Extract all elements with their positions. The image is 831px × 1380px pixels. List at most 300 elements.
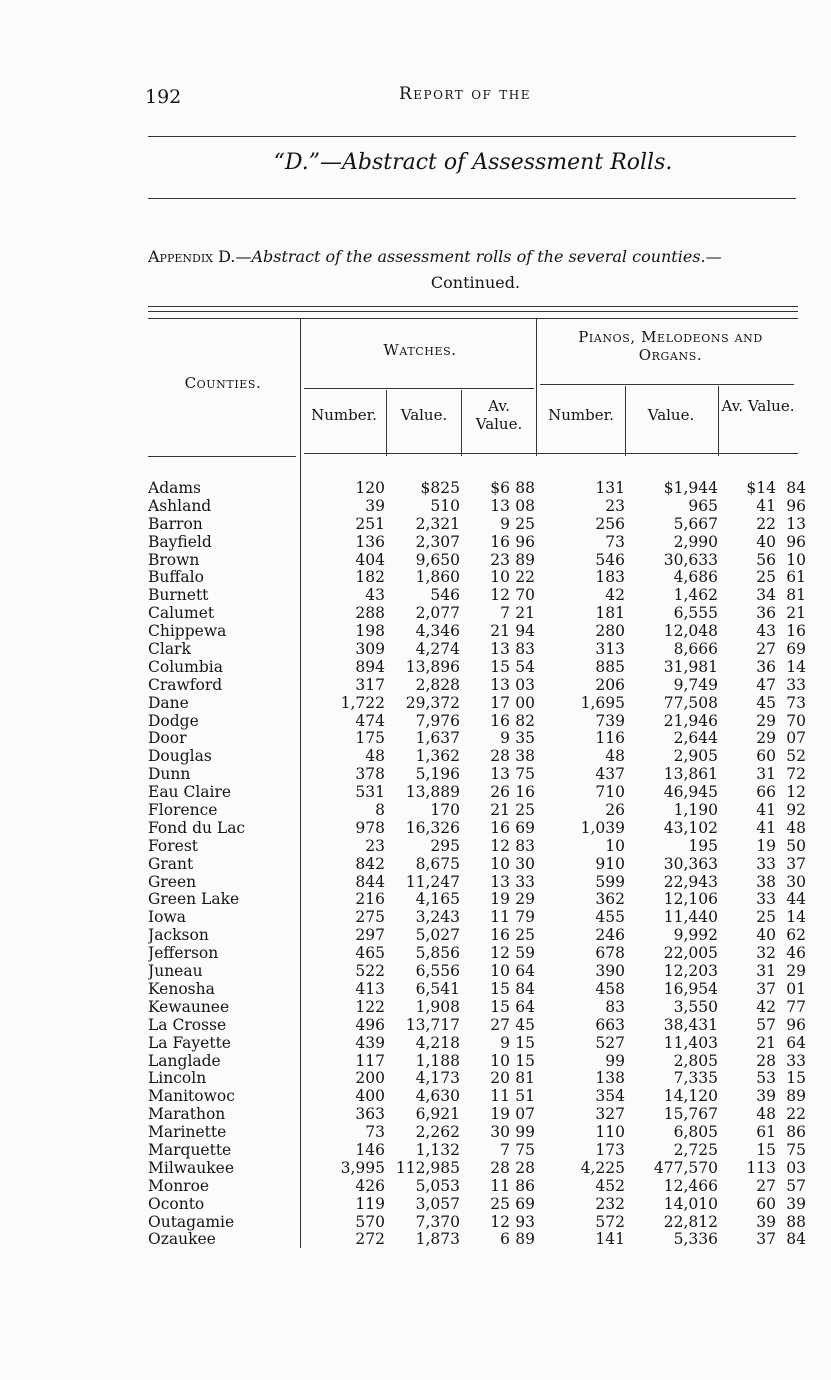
cell-p-num: 183 [595, 568, 625, 587]
cell-w-val: 1,132 [415, 1140, 460, 1159]
cell-w-num: 275 [355, 908, 385, 927]
cell-p-val: 21,946 [663, 711, 718, 730]
cell-w-val: 13,896 [405, 657, 460, 676]
cell-w-val: 2,321 [415, 514, 460, 533]
cell-p-av_c: 16 [786, 622, 806, 641]
cell-p-av_d: 60 [756, 747, 776, 766]
cell-w-num: 894 [355, 657, 385, 676]
cell-w-val: 5,856 [415, 944, 460, 963]
cell-p-av_d: 37 [756, 979, 776, 998]
cell-w-av_d: 11 [490, 1087, 510, 1106]
table-row [148, 1053, 818, 1071]
cell-w-av_c: 89 [515, 550, 535, 569]
cell-p-av_d: 53 [756, 1069, 776, 1088]
cell-p-av_d: 33 [756, 890, 776, 909]
cell-p-num: 1,039 [580, 818, 625, 837]
cell-p-num: 141 [595, 1230, 625, 1249]
cell-w-val: 1,362 [415, 747, 460, 766]
cell-p-val: 46,945 [663, 783, 718, 802]
county-name: Manitowoc [148, 1088, 235, 1106]
watches-header: Watches. [383, 341, 457, 359]
cell-w-av_d: 28 [490, 747, 510, 766]
cell-p-av_c: 15 [786, 1069, 806, 1088]
cell-w-val: 3,243 [415, 908, 460, 927]
cell-p-av_c: 84 [786, 1230, 806, 1249]
cell-p-num: 455 [595, 908, 625, 927]
cell-w-av_c: 51 [515, 1087, 535, 1106]
cell-w-num: 570 [355, 1212, 385, 1231]
cell-p-av_d: $14 [746, 479, 776, 497]
running-head: Report of the [399, 84, 531, 104]
cell-w-val: 546 [430, 586, 460, 605]
cell-p-av_c: 48 [786, 818, 806, 837]
cell-p-num: 599 [595, 872, 625, 891]
cell-w-num: 378 [355, 765, 385, 784]
cell-w-av_c: 28 [515, 1158, 535, 1177]
cell-p-val: 2,990 [673, 532, 718, 551]
cell-p-av_d: 33 [756, 854, 776, 873]
table-row [148, 891, 818, 909]
cell-p-av_c: 39 [786, 1194, 806, 1213]
cell-w-av_c: 86 [515, 1176, 535, 1195]
cell-w-av_d: 10 [490, 962, 510, 981]
cell-w-av_d: 15 [490, 997, 510, 1016]
cell-w-av_d: 9 [500, 729, 510, 748]
county-name: Jefferson [148, 945, 219, 963]
county-name: Monroe [148, 1177, 210, 1195]
cell-w-val: 8,675 [415, 854, 460, 873]
cell-w-val: 2,262 [415, 1123, 460, 1142]
cell-w-av_c: 89 [515, 1230, 535, 1249]
cell-p-av_c: 81 [786, 586, 806, 605]
table-row [148, 1035, 818, 1053]
cell-p-num: 280 [595, 622, 625, 641]
cell-w-val: 7,370 [415, 1212, 460, 1231]
cell-p-val: 30,633 [663, 550, 718, 569]
cell-p-num: 99 [605, 1051, 625, 1070]
table-row [148, 695, 818, 713]
cell-p-num: 1,695 [580, 693, 625, 712]
cell-p-av_c: 07 [786, 729, 806, 748]
table-row [148, 1160, 818, 1178]
table-row [148, 1124, 818, 1142]
table-row [148, 587, 818, 605]
county-name: Milwaukee [148, 1159, 235, 1177]
watches-number-header: Number. [311, 406, 377, 424]
cell-w-av_c: 83 [515, 640, 535, 659]
cell-p-val: 9,992 [673, 926, 718, 945]
cell-w-av_d: 13 [490, 765, 510, 784]
cell-p-av_d: 36 [756, 657, 776, 676]
county-name: Douglas [148, 748, 212, 766]
county-name: Oconto [148, 1195, 205, 1213]
county-name: La Crosse [148, 1016, 227, 1034]
cell-p-av_c: 84 [786, 479, 806, 497]
county-name: Florence [148, 802, 218, 820]
county-name: Buffalo [148, 569, 204, 587]
cell-p-av_c: 13 [786, 514, 806, 533]
cell-w-num: 297 [355, 926, 385, 945]
cell-p-val: 2,905 [673, 747, 718, 766]
cell-w-av_c: 16 [515, 783, 535, 802]
vline-p-number [625, 386, 626, 456]
cell-p-num: 256 [595, 514, 625, 533]
cell-w-num: 182 [355, 568, 385, 587]
cell-w-av_d: 13 [490, 640, 510, 659]
cell-p-val: 43,102 [663, 818, 718, 837]
table-row [148, 641, 818, 659]
cell-p-av_d: 39 [756, 1087, 776, 1106]
table-row [148, 963, 818, 981]
table-row [148, 534, 818, 552]
county-name: Jackson [148, 927, 209, 945]
cell-w-num: 522 [355, 962, 385, 981]
table-row [148, 981, 818, 999]
cell-w-av_c: 25 [515, 926, 535, 945]
cell-w-av_d: 23 [490, 550, 510, 569]
cell-w-num: 23 [365, 836, 385, 855]
cell-p-av_d: 29 [756, 729, 776, 748]
table-row [148, 659, 818, 677]
county-name: Green [148, 873, 197, 891]
cell-w-val: 29,372 [405, 693, 460, 712]
cell-p-num: 390 [595, 962, 625, 981]
cell-w-num: 309 [355, 640, 385, 659]
cell-p-av_c: 10 [786, 550, 806, 569]
pianos-group-rule [540, 384, 794, 385]
cell-w-val: 7,976 [415, 711, 460, 730]
table-row [148, 802, 818, 820]
cell-p-av_c: 72 [786, 765, 806, 784]
table-row [148, 1070, 818, 1088]
appendix-lead: Appendix D.— [148, 247, 252, 266]
county-name: Kewaunee [148, 998, 230, 1016]
table-row [148, 1178, 818, 1196]
cell-w-val: 1,188 [415, 1051, 460, 1070]
header-bottom-rule-counties [148, 456, 296, 457]
cell-w-val: 6,541 [415, 979, 460, 998]
cell-p-av_d: 32 [756, 944, 776, 963]
county-name: Langlade [148, 1052, 221, 1070]
cell-w-av_c: 83 [515, 836, 535, 855]
cell-p-val: 195 [688, 836, 718, 855]
cell-w-av_d: 7 [500, 1140, 510, 1159]
county-name: Kenosha [148, 980, 215, 998]
cell-w-av_c: 96 [515, 532, 535, 551]
cell-w-num: 136 [355, 532, 385, 551]
county-name: Barron [148, 515, 203, 533]
cell-w-av_d: 17 [490, 693, 510, 712]
cell-w-av_d: 25 [490, 1194, 510, 1213]
cell-p-val: 31,981 [663, 657, 718, 676]
cell-w-val: 1,873 [415, 1230, 460, 1249]
cell-w-val: 5,027 [415, 926, 460, 945]
cell-w-val: 13,717 [405, 1015, 460, 1034]
cell-w-av_c: 29 [515, 890, 535, 909]
cell-p-num: 572 [595, 1212, 625, 1231]
table-row [148, 856, 818, 874]
cell-w-num: 119 [355, 1194, 385, 1213]
cell-w-val: 3,057 [415, 1194, 460, 1213]
cell-p-val: 22,943 [663, 872, 718, 891]
cell-w-av_c: 45 [515, 1015, 535, 1034]
cell-w-av_d: 19 [490, 1105, 510, 1124]
watches-avvalue-header: Av. Value. [475, 397, 523, 433]
cell-p-val: 12,466 [663, 1176, 718, 1195]
cell-p-av_c: 96 [786, 496, 806, 515]
appendix-caption [148, 244, 803, 296]
cell-w-av_c: 54 [515, 657, 535, 676]
cell-w-av_d: 11 [490, 1176, 510, 1195]
cell-p-num: 458 [595, 979, 625, 998]
cell-p-num: 173 [595, 1140, 625, 1159]
cell-p-val: 14,010 [663, 1194, 718, 1213]
watches-group-rule [304, 388, 534, 389]
cell-p-av_d: 28 [756, 1051, 776, 1070]
table-row [148, 1196, 818, 1214]
cell-w-av_c: 93 [515, 1212, 535, 1231]
cell-p-num: 116 [595, 729, 625, 748]
cell-w-av_c: 69 [515, 1194, 535, 1213]
cell-w-av_c: 03 [515, 675, 535, 694]
cell-w-val: 2,307 [415, 532, 460, 551]
cell-p-val: 965 [688, 496, 718, 515]
cell-w-av_c: 25 [515, 801, 535, 820]
table-row [148, 480, 818, 498]
cell-p-av_d: 21 [756, 1033, 776, 1052]
table-row [148, 1106, 818, 1124]
county-name: Eau Claire [148, 784, 232, 802]
cell-w-num: 400 [355, 1087, 385, 1106]
cell-p-av_c: 14 [786, 657, 806, 676]
table-body [148, 480, 818, 1249]
cell-w-val: 4,173 [415, 1069, 460, 1088]
table-row [148, 927, 818, 945]
table-row [148, 1231, 818, 1249]
cell-p-av_c: 21 [786, 604, 806, 623]
cell-w-av_c: 00 [515, 693, 535, 712]
cell-p-val: 2,644 [673, 729, 718, 748]
cell-p-av_d: 43 [756, 622, 776, 641]
cell-w-av_d: 16 [490, 926, 510, 945]
cell-w-val: 112,985 [395, 1158, 460, 1177]
cell-w-av_c: 64 [515, 962, 535, 981]
cell-w-av_d: 9 [500, 1033, 510, 1052]
cell-p-num: 663 [595, 1015, 625, 1034]
cell-w-av_c: 82 [515, 711, 535, 730]
cell-p-av_d: 41 [756, 496, 776, 515]
cell-p-av_c: 22 [786, 1105, 806, 1124]
cell-p-av_c: 46 [786, 944, 806, 963]
cell-p-num: 739 [595, 711, 625, 730]
cell-p-av_c: 96 [786, 1015, 806, 1034]
table-row [148, 820, 818, 838]
cell-p-av_c: 86 [786, 1123, 806, 1142]
cell-p-av_d: 31 [756, 765, 776, 784]
cell-p-av_c: 30 [786, 872, 806, 891]
county-name: Grant [148, 855, 194, 873]
cell-w-av_d: 13 [490, 872, 510, 891]
cell-p-av_c: 01 [786, 979, 806, 998]
table-row [148, 498, 818, 516]
cell-p-av_c: 73 [786, 693, 806, 712]
cell-w-av_c: 81 [515, 1069, 535, 1088]
cell-w-av_c: 64 [515, 997, 535, 1016]
cell-p-num: 885 [595, 657, 625, 676]
cell-w-val: 4,165 [415, 890, 460, 909]
cell-p-num: 48 [605, 747, 625, 766]
cell-w-av_d: 12 [490, 586, 510, 605]
cell-w-av_d: 20 [490, 1069, 510, 1088]
cell-p-av_d: 41 [756, 818, 776, 837]
cell-p-av_d: 15 [756, 1140, 776, 1159]
county-name: Forest [148, 837, 199, 855]
cell-p-av_d: 47 [756, 675, 776, 694]
cell-p-av_c: 29 [786, 962, 806, 981]
cell-p-av_c: 88 [786, 1212, 806, 1231]
cell-w-val: 13,889 [405, 783, 460, 802]
cell-w-num: 43 [365, 586, 385, 605]
cell-w-av_d: 27 [490, 1015, 510, 1034]
table-row [148, 1214, 818, 1232]
cell-p-val: 2,725 [673, 1140, 718, 1159]
cell-p-val: 11,403 [663, 1033, 718, 1052]
cell-p-av_d: 57 [756, 1015, 776, 1034]
county-name: Outagamie [148, 1213, 235, 1231]
watches-value-header: Value. [400, 406, 448, 424]
cell-w-val: 6,556 [415, 962, 460, 981]
cell-p-av_c: 50 [786, 836, 806, 855]
cell-w-num: 978 [355, 818, 385, 837]
table-row [148, 677, 818, 695]
cell-p-av_d: 29 [756, 711, 776, 730]
cell-p-val: $1,944 [663, 479, 718, 497]
cell-w-av_d: 10 [490, 1051, 510, 1070]
cell-w-av_c: 21 [515, 604, 535, 623]
cell-p-av_d: 41 [756, 801, 776, 820]
cell-p-av_c: 96 [786, 532, 806, 551]
cell-p-num: 232 [595, 1194, 625, 1213]
cell-w-av_d: 26 [490, 783, 510, 802]
cell-p-num: 131 [595, 479, 625, 497]
cell-w-num: 272 [355, 1230, 385, 1249]
cell-w-av_d: 21 [490, 622, 510, 641]
cell-p-av_d: 48 [756, 1105, 776, 1124]
cell-w-num: 531 [355, 783, 385, 802]
appendix-continued: Continued. [430, 273, 521, 292]
vline-p-value [718, 386, 719, 456]
cell-p-av_d: 66 [756, 783, 776, 802]
table-top-rule-1 [148, 306, 798, 307]
cell-p-av_d: 60 [756, 1194, 776, 1213]
cell-p-av_c: 70 [786, 711, 806, 730]
cell-w-val: 6,921 [415, 1105, 460, 1124]
cell-p-num: 710 [595, 783, 625, 802]
cell-p-num: 313 [595, 640, 625, 659]
cell-w-av_d: 13 [490, 675, 510, 694]
county-name: Adams [148, 480, 202, 497]
cell-p-val: 38,431 [663, 1015, 718, 1034]
cell-w-val: 4,346 [415, 622, 460, 641]
table-row [148, 909, 818, 927]
cell-p-num: 452 [595, 1176, 625, 1195]
cell-w-val: 16,326 [405, 818, 460, 837]
cell-p-av_c: 75 [786, 1140, 806, 1159]
cell-p-av_c: 57 [786, 1176, 806, 1195]
cell-p-val: 6,555 [673, 604, 718, 623]
cell-w-av_c: 30 [515, 854, 535, 873]
cell-w-av_c: 79 [515, 908, 535, 927]
cell-p-val: 22,005 [663, 944, 718, 963]
cell-p-val: 3,550 [673, 997, 718, 1016]
cell-p-num: 42 [605, 586, 625, 605]
county-name: Crawford [148, 676, 223, 694]
cell-p-num: 138 [595, 1069, 625, 1088]
cell-p-num: 83 [605, 997, 625, 1016]
cell-w-av_d: 9 [500, 514, 510, 533]
cell-p-av_d: 22 [756, 514, 776, 533]
cell-p-val: 12,048 [663, 622, 718, 641]
cell-p-val: 7,335 [673, 1069, 718, 1088]
cell-p-av_d: 25 [756, 568, 776, 587]
cell-w-val: 510 [430, 496, 460, 515]
cell-w-num: 288 [355, 604, 385, 623]
cell-w-val: 4,218 [415, 1033, 460, 1052]
cell-p-val: 11,440 [663, 908, 718, 927]
cell-p-val: 30,363 [663, 854, 718, 873]
cell-p-av_c: 33 [786, 1051, 806, 1070]
pianos-header: Pianos, Melodeons and Organs. [578, 328, 763, 364]
cell-p-av_d: 38 [756, 872, 776, 891]
cell-p-val: 15,767 [663, 1105, 718, 1124]
header-bottom-rule-data [304, 453, 798, 454]
cell-w-num: 48 [365, 747, 385, 766]
cell-w-av_d: $6 [490, 479, 510, 497]
county-name: Bayfield [148, 533, 212, 551]
cell-w-num: 39 [365, 496, 385, 515]
cell-w-av_d: 19 [490, 890, 510, 909]
cell-p-num: 910 [595, 854, 625, 873]
cell-p-val: 12,203 [663, 962, 718, 981]
cell-p-av_d: 42 [756, 997, 776, 1016]
table-row [148, 623, 818, 641]
county-name: Dane [148, 694, 189, 712]
cell-w-av_c: 38 [515, 747, 535, 766]
cell-w-av_c: 69 [515, 818, 535, 837]
cell-p-num: 206 [595, 675, 625, 694]
county-name: La Fayette [148, 1034, 231, 1052]
cell-w-val: 5,053 [415, 1176, 460, 1195]
county-name: Clark [148, 641, 191, 659]
title-rule-bottom [148, 198, 796, 199]
cell-w-av_d: 30 [490, 1123, 510, 1142]
cell-w-num: 1,722 [340, 693, 385, 712]
table-row [148, 730, 818, 748]
cell-w-av_d: 12 [490, 836, 510, 855]
cell-w-val: 1,908 [415, 997, 460, 1016]
table-row [148, 874, 818, 892]
cell-w-num: 317 [355, 675, 385, 694]
cell-p-val: 477,570 [653, 1158, 718, 1177]
cell-w-av_c: 08 [515, 496, 535, 515]
table-top-rule-2 [148, 311, 798, 312]
cell-w-av_d: 12 [490, 944, 510, 963]
cell-w-num: 3,995 [340, 1158, 385, 1177]
cell-w-num: 175 [355, 729, 385, 748]
cell-p-val: 6,805 [673, 1123, 718, 1142]
cell-p-num: 4,225 [580, 1158, 625, 1177]
cell-w-av_d: 12 [490, 1212, 510, 1231]
